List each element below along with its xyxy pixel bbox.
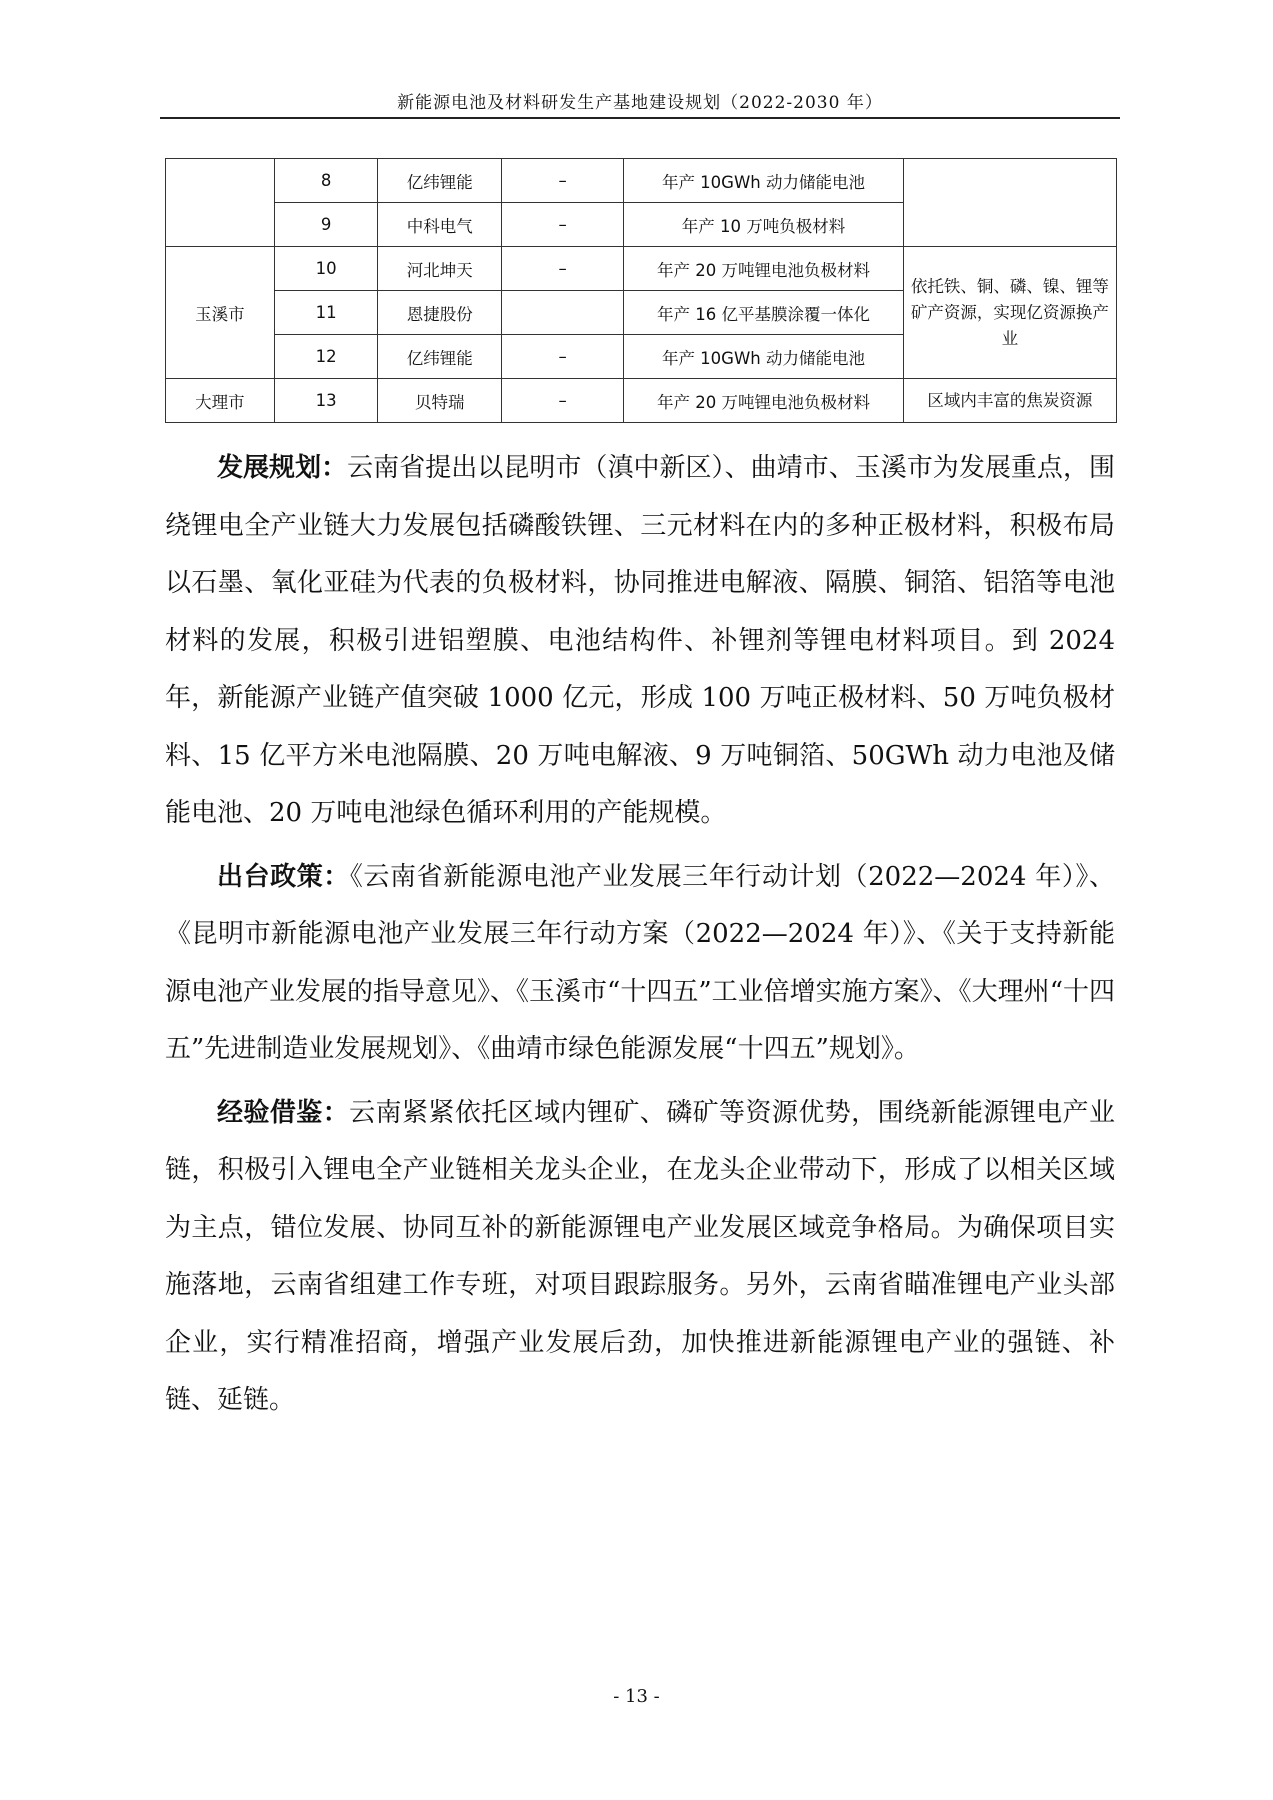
company-name: 亿纬锂能 bbox=[378, 335, 502, 379]
row-number: 12 bbox=[274, 335, 378, 379]
body-text bbox=[165, 440, 1115, 1436]
page-number: - 13 - bbox=[613, 1686, 660, 1707]
row-number: 8 bbox=[274, 159, 378, 203]
row-number: 11 bbox=[274, 291, 378, 335]
header-divider bbox=[160, 117, 1120, 119]
paragraph-development-plan bbox=[165, 440, 1115, 843]
dash-cell bbox=[502, 291, 624, 335]
dash-cell: – bbox=[502, 159, 624, 203]
paragraph-heading: 经验借鉴： bbox=[217, 1097, 350, 1128]
paragraph-body: 云南省提出以昆明市（滇中新区）、曲靖市、玉溪市为发展重点，围绕锂电全产业链大力发展包括磷酸铁锂、三元材料在内的多种正极材料，积极布局以石墨、氧化亚硅为代表的负极材料，协同推进电解液、隔膜、铜箔、铝箔等电池材料的发展，积极引进铝塑膜、电池结构件、补锂剂等锂电材料项目。到 2024 年，新能源产业链产值突破 1000 亿元，形成 100 万吨正极材料、50 万吨负极材料、15 亿平方米电池隔膜、20 万吨电解液、9 万吨铜箔、50GWh 动力电池及储能电池、20 万吨电池绿色循环利用的产能规模。 bbox=[165, 453, 1115, 828]
company-name: 河北坤天 bbox=[378, 247, 502, 291]
paragraph-policies bbox=[165, 849, 1115, 1079]
project-description: 年产 20 万吨锂电池负极材料 bbox=[624, 379, 903, 423]
table-row bbox=[166, 379, 1117, 423]
project-description: 年产 10 万吨负极材料 bbox=[624, 203, 903, 247]
project-description: 年产 10GWh 动力储能电池 bbox=[624, 159, 903, 203]
row-number: 13 bbox=[274, 379, 378, 423]
paragraph-heading: 出台政策： bbox=[217, 861, 350, 892]
dash-cell: – bbox=[502, 203, 624, 247]
paragraph-body: 《云南省新能源电池产业发展三年行动计划（2022—2024 年）》、《昆明市新能源电池产业发展三年行动方案（2022—2024 年）》、《关于支持新能源电池产业发展的指导意见》、《玉溪市“十四五”工业倍增实施方案》、《大理州“十四五”先进制造业发展规划》、《曲靖市绿色能源发展“十四五”规划》。 bbox=[165, 861, 1115, 1064]
paragraph-body: 云南紧紧依托区域内锂矿、磷矿等资源优势，围绕新能源锂电产业链，积极引入锂电全产业链相关龙头企业，在龙头企业带动下，形成了以相关区域为主点，错位发展、协同互补的新能源锂电产业发展区域竞争格局。为确保项目实施落地，云南省组建工作专班，对项目跟踪服务。另外，云南省瞄准锂电产业头部企业，实行精准招商，增强产业发展后劲，加快推进新能源锂电产业的强链、补链、延链。 bbox=[165, 1097, 1115, 1415]
project-description: 年产 10GWh 动力储能电池 bbox=[624, 335, 903, 379]
row-number: 9 bbox=[274, 203, 378, 247]
paragraph-lessons bbox=[165, 1085, 1115, 1430]
resource-note: 区域内丰富的焦炭资源 bbox=[903, 379, 1116, 423]
dash-cell: – bbox=[502, 335, 624, 379]
table-row bbox=[166, 247, 1117, 291]
row-number: 10 bbox=[274, 247, 378, 291]
city-name: 大理市 bbox=[166, 379, 275, 423]
city-name: 玉溪市 bbox=[166, 247, 275, 379]
paragraph-heading: 发展规划： bbox=[217, 453, 348, 483]
resource-note: 依托铁、铜、磷、镍、锂等矿产资源，实现亿资源换产业 bbox=[903, 247, 1116, 379]
dash-cell: – bbox=[502, 379, 624, 423]
company-name: 亿纬锂能 bbox=[378, 159, 502, 203]
table-row bbox=[166, 159, 1117, 203]
company-name: 恩捷股份 bbox=[378, 291, 502, 335]
project-table bbox=[165, 158, 1117, 423]
project-description: 年产 16 亿平基膜涂覆一体化 bbox=[624, 291, 903, 335]
company-name: 中科电气 bbox=[378, 203, 502, 247]
dash-cell: – bbox=[502, 247, 624, 291]
running-header: 新能源电池及材料研发生产基地建设规划（2022-2030 年） bbox=[397, 93, 883, 113]
company-name: 贝特瑞 bbox=[378, 379, 502, 423]
note-cell-empty bbox=[903, 159, 1116, 247]
city-cell-empty bbox=[166, 159, 275, 247]
project-description: 年产 20 万吨锂电池负极材料 bbox=[624, 247, 903, 291]
